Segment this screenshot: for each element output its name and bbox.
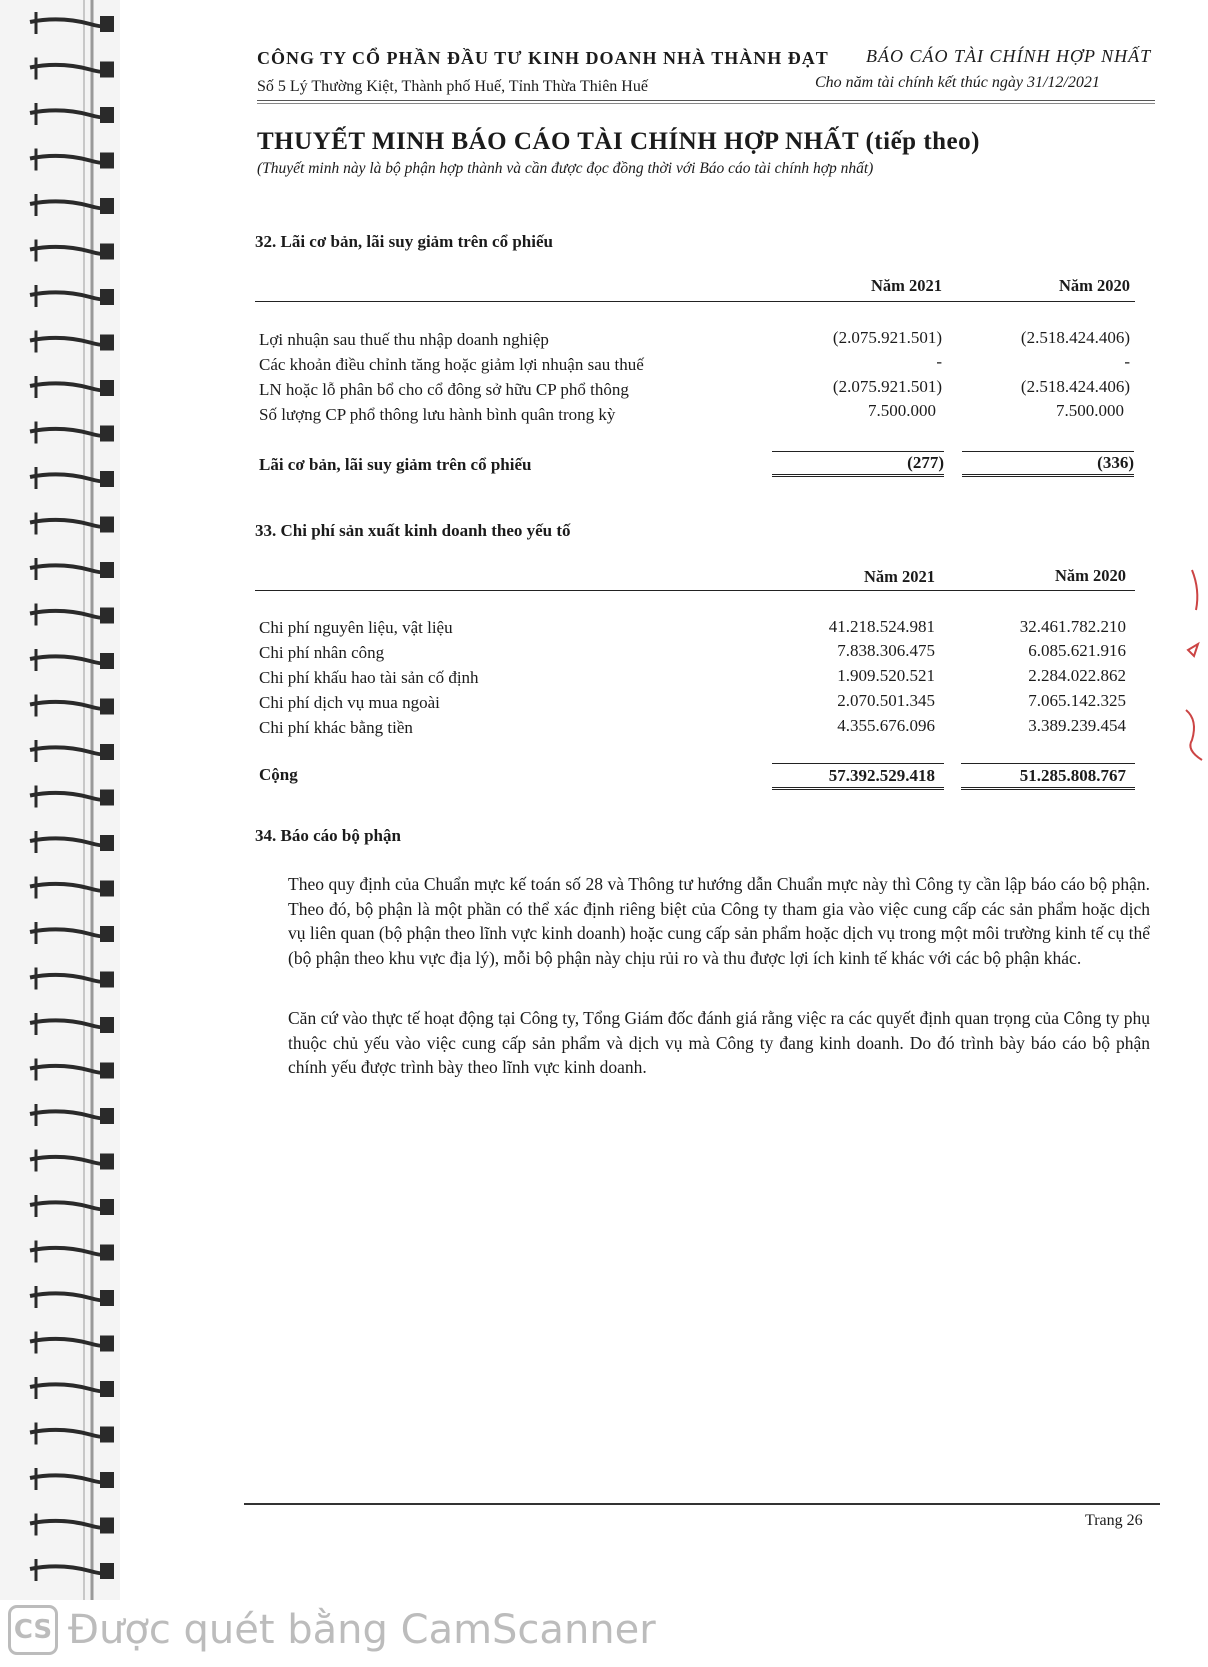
company-name: CÔNG TY CỔ PHẦN ĐẦU TƯ KINH DOANH NHÀ THÀNH ĐẠT (257, 48, 829, 68)
table-row-label: Các khoản điều chỉnh tăng hoặc giảm lợi nhuận sau thuế (259, 355, 644, 374)
paragraph-text: Theo quy định của Chuẩn mực kế toán số 28 và Thông tư hướng dẫn Chuẩn mực này thì Công ty cần lập báo cáo bộ phận. Theo đó, bộ phận là một phần có thể xác định riêng biệt của Công ty tham gia vào việc cung cấp các sản phẩm hoặc dịch vụ liên quan (bộ phận theo lĩnh vực kinh doanh) hoặc cung cấp sản phẩm hoặc dịch vụ trong một môi trường kinh tế cụ thể (bộ phận theo khu vực địa lý), mỗi bộ phận này chịu rủi ro và thu được lợi ích kinh tế khác với các bộ phận khác. (288, 874, 1150, 968)
subtotal-rule (962, 451, 1134, 452)
page-number: Trang 26 (1085, 1512, 1143, 1529)
spiral-binding (0, 0, 120, 1600)
table-cell: (2.075.921.501) (832, 328, 942, 347)
col-2021-header: Năm 2021 (870, 276, 942, 295)
table-row-label: Số lượng CP phổ thông lưu hành bình quân trong kỳ (259, 405, 616, 424)
page-subtitle: (Thuyết minh này là bộ phận hợp thành và cần được đọc đồng thời với Báo cáo tài chính hợp nhất) (257, 160, 874, 177)
table-cell: 41.218.524.981 (828, 617, 935, 636)
table-cell: 4.355.676.096 (837, 716, 935, 735)
section-32-heading: 32. Lãi cơ bản, lãi suy giảm trên cổ phiếu (255, 232, 553, 251)
section-34-paragraph-2 (288, 1006, 1150, 1080)
table-cell: 3.389.239.454 (1028, 716, 1126, 735)
table-cell: 7.500.000 (1056, 401, 1124, 420)
total-double-rule (772, 474, 944, 477)
header-divider (257, 100, 1155, 101)
table-divider (255, 590, 1135, 591)
total-row-label: Lãi cơ bản, lãi suy giảm trên cổ phiếu (259, 455, 532, 474)
col-2021-header: Năm 2021 (863, 567, 935, 586)
table-cell: 7.065.142.325 (1028, 691, 1126, 710)
total-cell: (277) (907, 453, 944, 472)
total-double-rule (961, 787, 1135, 790)
table-cell: 7.500.000 (868, 401, 936, 420)
table-cell: (2.518.424.406) (1020, 377, 1130, 396)
seal-fragment (1172, 560, 1208, 780)
table-cell: 2.070.501.345 (837, 691, 935, 710)
footer-divider (244, 1503, 1160, 1505)
table-cell: 6.085.621.916 (1028, 641, 1126, 660)
col-2020-header: Năm 2020 (1054, 566, 1126, 585)
table-row-label: Chi phí khấu hao tài sản cố định (259, 668, 479, 687)
table-cell: - (1124, 352, 1130, 371)
total-row-label: Cộng (259, 765, 298, 784)
total-cell: 57.392.529.418 (828, 766, 935, 785)
col-2020-header: Năm 2020 (1058, 276, 1130, 295)
total-double-rule (772, 787, 944, 790)
table-cell: (2.075.921.501) (832, 377, 942, 396)
table-row-label: Chi phí nguyên liệu, vật liệu (259, 618, 453, 637)
page-title: THUYẾT MINH BÁO CÁO TÀI CHÍNH HỢP NHẤT (tiếp theo) (257, 128, 980, 155)
table-cell: (2.518.424.406) (1020, 328, 1130, 347)
subtotal-rule (772, 451, 944, 452)
table-row-label: LN hoặc lỗ phân bổ cho cổ đông sở hữu CP phổ thông (259, 380, 629, 399)
total-cell: 51.285.808.767 (1019, 766, 1126, 785)
camscanner-logo-icon: CS (8, 1605, 58, 1655)
header-divider-2 (257, 103, 1155, 104)
table-cell: - (936, 352, 942, 371)
table-cell: 7.838.306.475 (837, 641, 935, 660)
camscanner-watermark (8, 1605, 656, 1655)
table-row-label: Chi phí dịch vụ mua ngoài (259, 693, 440, 712)
section-33-heading: 33. Chi phí sản xuất kinh doanh theo yếu tố (255, 521, 571, 540)
table-row-label: Chi phí khác bằng tiền (259, 718, 413, 737)
table-cell: 32.461.782.210 (1019, 617, 1126, 636)
report-period: Cho năm tài chính kết thúc ngày 31/12/2021 (815, 74, 1100, 91)
watermark-text: Được quét bằng CamScanner (68, 1607, 656, 1653)
total-double-rule (962, 474, 1134, 477)
subtotal-rule (772, 763, 944, 764)
paragraph-text: Căn cứ vào thực tế hoạt động tại Công ty, Tổng Giám đốc đánh giá rằng việc ra các quyết định quan trọng của Công ty phụ thuộc chủ yếu vào việc cung cấp sản phẩm và dịch vụ mà Công ty đang kinh doanh. Do đó trình bày báo cáo bộ phận chính yếu được trình bày theo lĩnh vực kinh doanh. (288, 1008, 1150, 1077)
table-divider (255, 301, 1135, 302)
table-cell: 1.909.520.521 (837, 666, 935, 685)
report-title: BÁO CÁO TÀI CHÍNH HỢP NHẤT (866, 46, 1152, 66)
company-address: Số 5 Lý Thường Kiệt, Thành phố Huế, Tỉnh Thừa Thiên Huế (257, 78, 648, 95)
section-34-paragraph-1 (288, 872, 1150, 970)
total-cell: (336) (1097, 453, 1134, 472)
subtotal-rule (961, 763, 1135, 764)
table-row-label: Chi phí nhân công (259, 643, 385, 662)
section-34-heading: 34. Báo cáo bộ phận (255, 826, 401, 845)
table-row-label: Lợi nhuận sau thuế thu nhập doanh nghiệp (259, 330, 549, 349)
table-cell: 2.284.022.862 (1028, 666, 1126, 685)
